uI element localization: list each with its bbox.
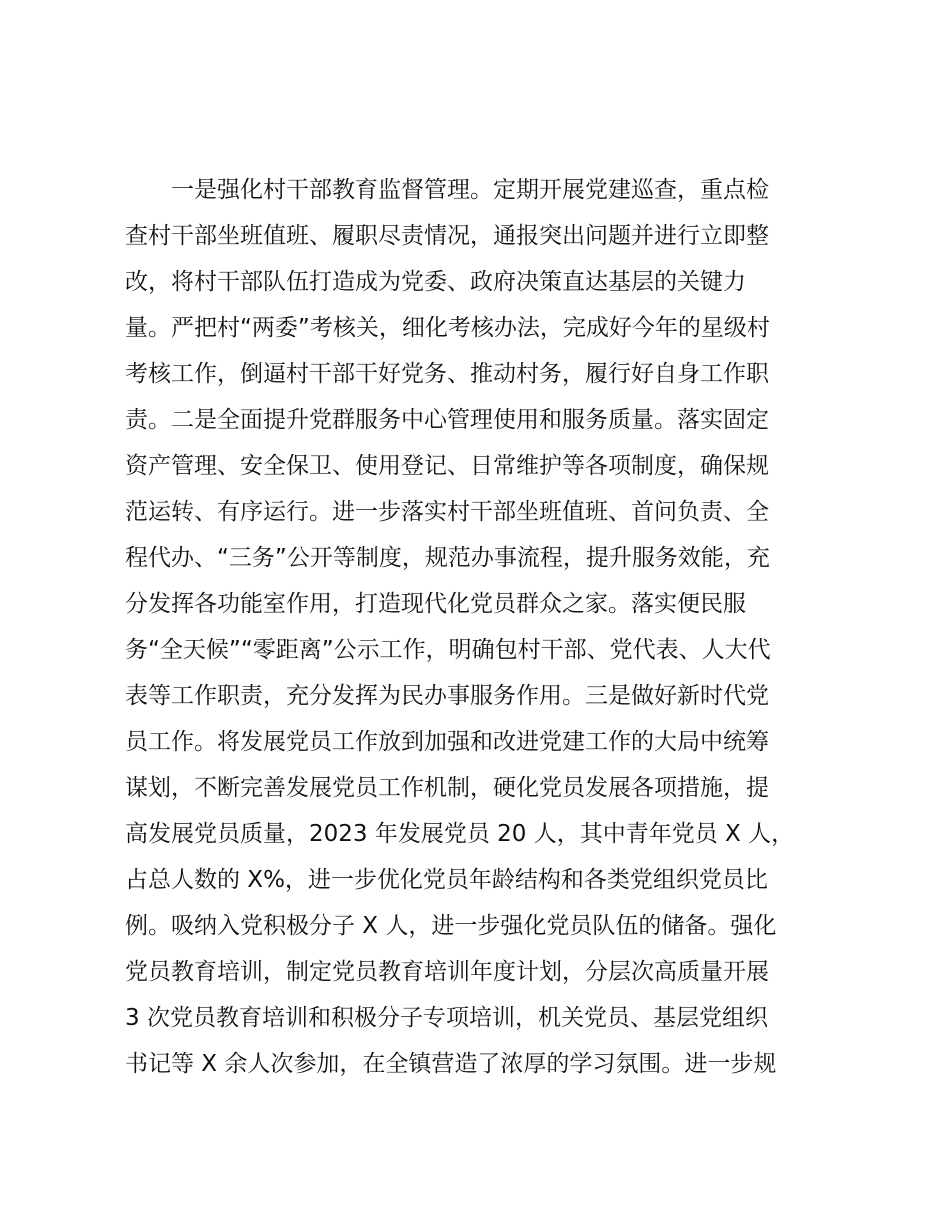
text-line: 党员教育培训，制定党员教育培训年度计划，分层次高质量开展 (125, 959, 769, 985)
text-line: 范运转、有序运行。进一步落实村干部坐班值班、首问负责、全 (125, 499, 769, 525)
text-line: 改，将村干部队伍打造成为党委、政府决策直达基层的关键力 (125, 269, 746, 295)
body-paragraph (125, 167, 825, 1087)
text-line: 务“全天候”“零距离”公示工作，明确包村干部、党代表、人大代 (125, 637, 771, 663)
text-line: 责。二是全面提升党群服务中心管理使用和服务质量。落实固定 (125, 407, 769, 433)
text-line: 谋划，不断完善发展党员工作机制，硬化党员发展各项措施，提 (125, 775, 769, 801)
text-line: 占总人数的 X%，进一步优化党员年龄结构和各类党组织党员比 (125, 867, 768, 893)
text-line: 查村干部坐班值班、履职尽责情况，通报突出问题并进行立即整 (125, 223, 769, 249)
text-line: 表等工作职责，充分发挥为民办事服务作用。三是做好新时代党 (125, 683, 769, 709)
text-line: 书记等 X 余人次参加，在全镇营造了浓厚的学习氛围。进一步规 (125, 1051, 777, 1077)
text-line: 高发展党员质量，2023 年发展党员 20 人，其中青年党员 X 人， (125, 821, 795, 847)
text-line: 3 次党员教育培训和积极分子专项培训，机关党员、基层党组织 (125, 1005, 768, 1031)
text-line: 量。严把村“两委”考核关，细化考核办法，完成好今年的星级村 (125, 315, 770, 341)
text-line: 考核工作，倒逼村干部干好党务、推动村务，履行好自身工作职 (125, 361, 769, 387)
text-line: 例。吸纳入党积极分子 X 人，进一步强化党员队伍的储备。强化 (125, 913, 777, 939)
text-line: 资产管理、安全保卫、使用登记、日常维护等各项制度，确保规 (125, 453, 769, 479)
text-line: 员工作。将发展党员工作放到加强和改进党建工作的大局中统筹 (125, 729, 769, 755)
text-line: 程代办、“三务”公开等制度，规范办事流程，提升服务效能，充 (125, 545, 770, 571)
text-line: 一是强化村干部教育监督管理。定期开展党建巡查，重点检 (125, 177, 769, 203)
text-line: 分发挥各功能室作用，打造现代化党员群众之家。落实便民服 (125, 591, 746, 617)
